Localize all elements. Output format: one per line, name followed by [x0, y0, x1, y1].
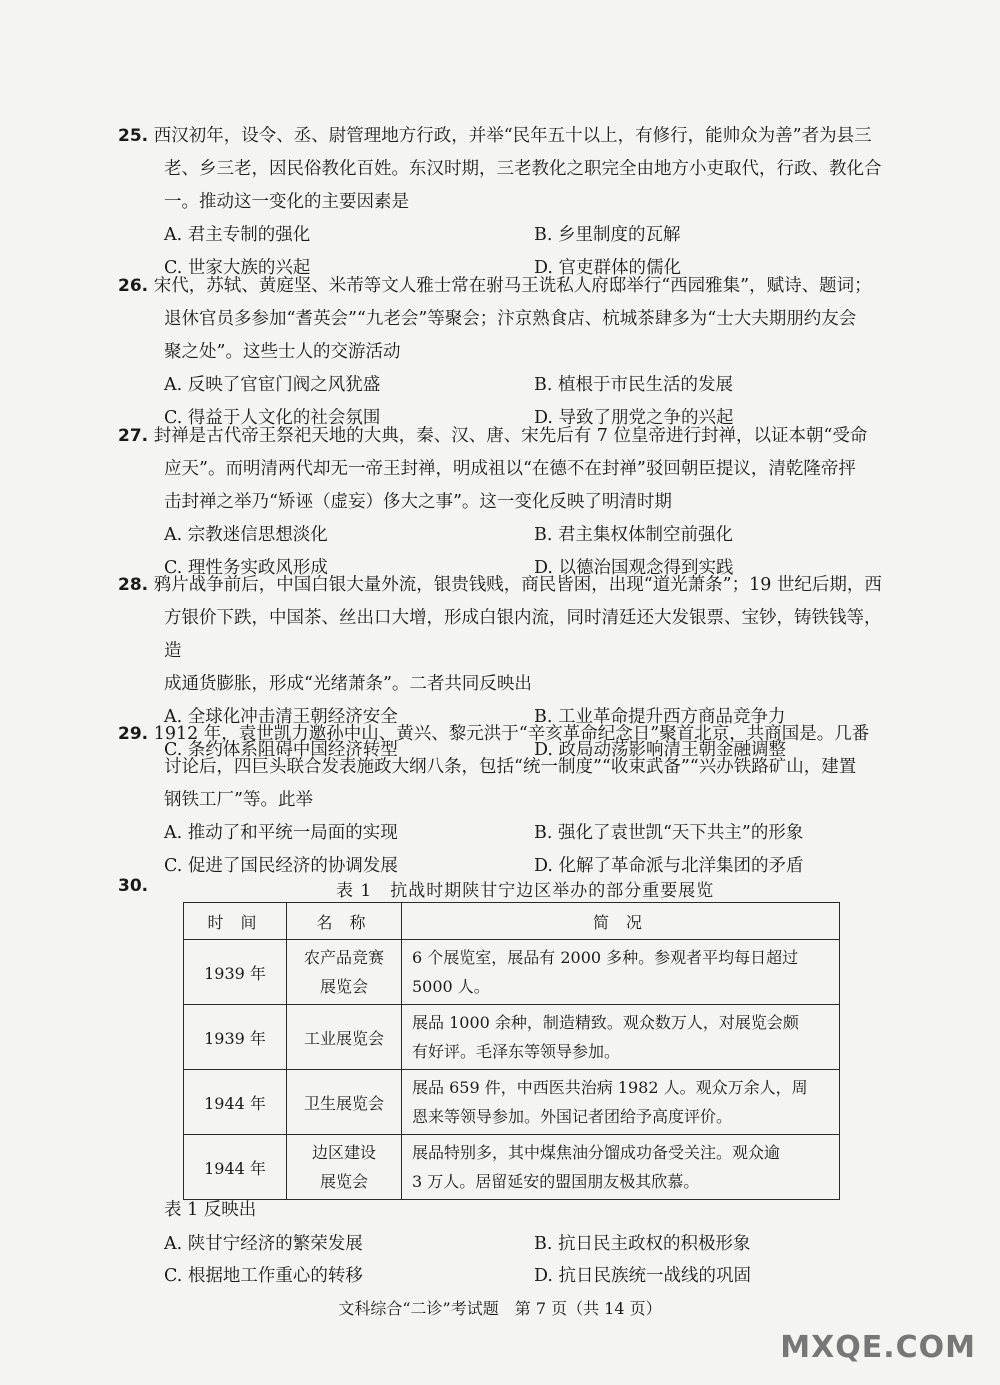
table-row: [184, 940, 840, 1005]
option-b: B. 强化了袁世凯“天下共主”的形象: [534, 823, 804, 843]
question-line: 应天”。而明清两代却无一帝王封禅，明成祖以“在德不在封禅”驳回朝臣提议，清乾隆帝抨: [164, 459, 856, 479]
desc-line: 恩来等领导参加。外国记者团给予高度评价。: [412, 1107, 733, 1126]
cell-desc: [402, 1005, 840, 1070]
option-b: B. 乡里制度的瓦解: [534, 225, 681, 245]
name-line: 展览会: [319, 1172, 368, 1191]
table-header-row: [184, 903, 840, 940]
options: [118, 817, 898, 883]
name-line: 农产品竞赛: [303, 948, 384, 967]
option-c: C. 得益于人文化的社会氛围: [164, 408, 381, 428]
question-line: 方银价下跌，中国茶、丝出口大增，形成白银内流，同时清廷还大发银票、宝钞，铸铁钱等，造: [164, 608, 882, 661]
option-d: D. 以德治国观念得到实践: [534, 558, 734, 578]
option-b: B. 植根于市民生活的发展: [534, 375, 733, 395]
table-row: [184, 1005, 840, 1070]
question-25: [118, 120, 898, 285]
name-line: 边区建设: [311, 1143, 376, 1162]
table-caption: 表 1 抗战时期陕甘宁边区举办的部分重要展览: [336, 881, 715, 901]
desc-line: 6 个展览室，展品有 2000 多种。参观者平均每日超过: [412, 948, 799, 967]
cell-time: 1939 年: [184, 1005, 287, 1070]
cell-time: 1944 年: [184, 1135, 287, 1200]
desc-line: 展品特别多，其中煤焦油分馏成功备受关注。观众逾: [412, 1143, 781, 1162]
question-number: 29.: [118, 724, 149, 744]
question-30-lead: 表 1 反映出: [164, 1200, 257, 1220]
question-30-options: [164, 1228, 944, 1292]
option-b: B. 抗日民主政权的积极形象: [534, 1234, 751, 1254]
option-c: C. 世家大族的兴起: [164, 258, 311, 278]
desc-line: 3 万人。居留延安的盟国朋友极其欣慕。: [412, 1172, 700, 1191]
option-a: A. 宗教迷信思想淡化: [164, 525, 328, 545]
question-27: [118, 420, 898, 585]
cell-name: 卫生展览会: [287, 1070, 402, 1135]
question-number: 30.: [118, 876, 149, 896]
page-footer: 文科综合“二诊”考试题 第 7 页（共 14 页）: [338, 1299, 662, 1318]
question-line: 一。推动这一变化的主要因素是: [164, 192, 409, 212]
option-c: C. 促进了国民经济的协调发展: [164, 856, 398, 876]
option-d: D. 导致了朋党之争的兴起: [534, 408, 734, 428]
header-desc: 简 况: [402, 903, 840, 940]
option-d: D. 政局动荡影响清王朝金融调整: [534, 740, 787, 760]
watermark-logo: MXQE.COM: [780, 1330, 976, 1365]
option-d: D. 抗日民族统一战线的巩固: [534, 1266, 752, 1286]
option-a: A. 全球化冲击清王朝经济安全: [164, 707, 398, 727]
option-b: B. 工业革命提升西方商品竞争力: [534, 707, 786, 727]
cell-desc: [402, 940, 840, 1005]
option-b: B. 君主集权体制空前强化: [534, 525, 733, 545]
table-row: [184, 1135, 840, 1200]
question-line: 1912 年，袁世凯力邀孙中山、黄兴、黎元洪于“辛亥革命纪念日”聚首北京，共商国是。几番: [153, 724, 870, 744]
question-line: 讨论后，四巨头联合发表施政大纲八条，包括“统一制度”“收束武备”“兴办铁路矿山，建置: [164, 757, 857, 777]
question-26: [118, 270, 898, 435]
cell-name: [287, 1135, 402, 1200]
desc-line: 5000 人。: [412, 977, 490, 996]
question-number: 26.: [118, 276, 149, 296]
question-line: 鸦片战争前后，中国白银大量外流，银贵钱贱，商民皆困，出现“道光萧条”；19 世纪后期，西: [153, 575, 882, 595]
option-a: A. 推动了和平统一局面的实现: [164, 823, 398, 843]
option-d: D. 化解了革命派与北洋集团的矛盾: [534, 856, 804, 876]
cell-desc: [402, 1135, 840, 1200]
option-c: C. 理性务实政风形成: [164, 558, 328, 578]
desc-line: 有好评。毛泽东等领导参加。: [412, 1042, 621, 1061]
name-line: 展览会: [319, 977, 368, 996]
option-a: A. 君主专制的强化: [164, 225, 311, 245]
cell-name: [287, 940, 402, 1005]
question-line: 聚之处”。这些士人的交游活动: [164, 342, 401, 362]
option-a: A. 陕甘宁经济的繁荣发展: [164, 1234, 363, 1254]
cell-name: 工业展览会: [287, 1005, 402, 1070]
question-line: 老、乡三老，因民俗教化百姓。东汉时期，三老教化之职完全由地方小吏取代，行政、教化合: [164, 159, 882, 179]
question-line: 西汉初年，设令、丞、尉管理地方行政，并举“民年五十以上，有修行，能帅众为善”者为县三: [153, 126, 872, 146]
question-number: 27.: [118, 426, 149, 446]
cell-time: 1939 年: [184, 940, 287, 1005]
desc-line: 展品 1000 余种，制造精致。观众数万人，对展览会颇: [412, 1013, 799, 1032]
desc-line: 展品 659 件，中西医共治病 1982 人。观众万余人，周: [412, 1078, 808, 1097]
question-number: 25.: [118, 126, 149, 146]
exhibition-table: [183, 902, 840, 1200]
question-line: 宋代，苏轼、黄庭坚、米芾等文人雅士常在驸马王诜私人府邸举行“西园雅集”，赋诗、题词；: [153, 276, 872, 296]
question-number: 28.: [118, 575, 149, 595]
option-c: C. 根据地工作重心的转移: [164, 1266, 363, 1286]
question-line: 退休官员多参加“耆英会”“九老会”等聚会；汴京熟食店、杭城茶肆多为“士大夫期朋约友会: [164, 309, 857, 329]
question-line: 封禅是古代帝王祭祀天地的大典，秦、汉、唐、宋先后有 7 位皇帝进行封禅，以证本朝“受命: [153, 426, 868, 446]
table-row: [184, 1070, 840, 1135]
option-a: A. 反映了官宦门阀之风犹盛: [164, 375, 381, 395]
cell-desc: [402, 1070, 840, 1135]
header-time: 时 间: [184, 903, 287, 940]
question-line: 钢铁工厂”等。此举: [164, 790, 313, 810]
question-line: 成通货膨胀，形成“光绪萧条”。二者共同反映出: [164, 674, 532, 694]
cell-time: 1944 年: [184, 1070, 287, 1135]
question-29: [118, 718, 898, 883]
option-c: C. 条约体系阻碍中国经济转型: [164, 740, 398, 760]
question-line: 击封禅之举乃“矫诬（虚妄）侈大之事”。这一变化反映了明清时期: [164, 492, 672, 512]
header-name: 名 称: [287, 903, 402, 940]
option-d: D. 官吏群体的儒化: [534, 258, 682, 278]
